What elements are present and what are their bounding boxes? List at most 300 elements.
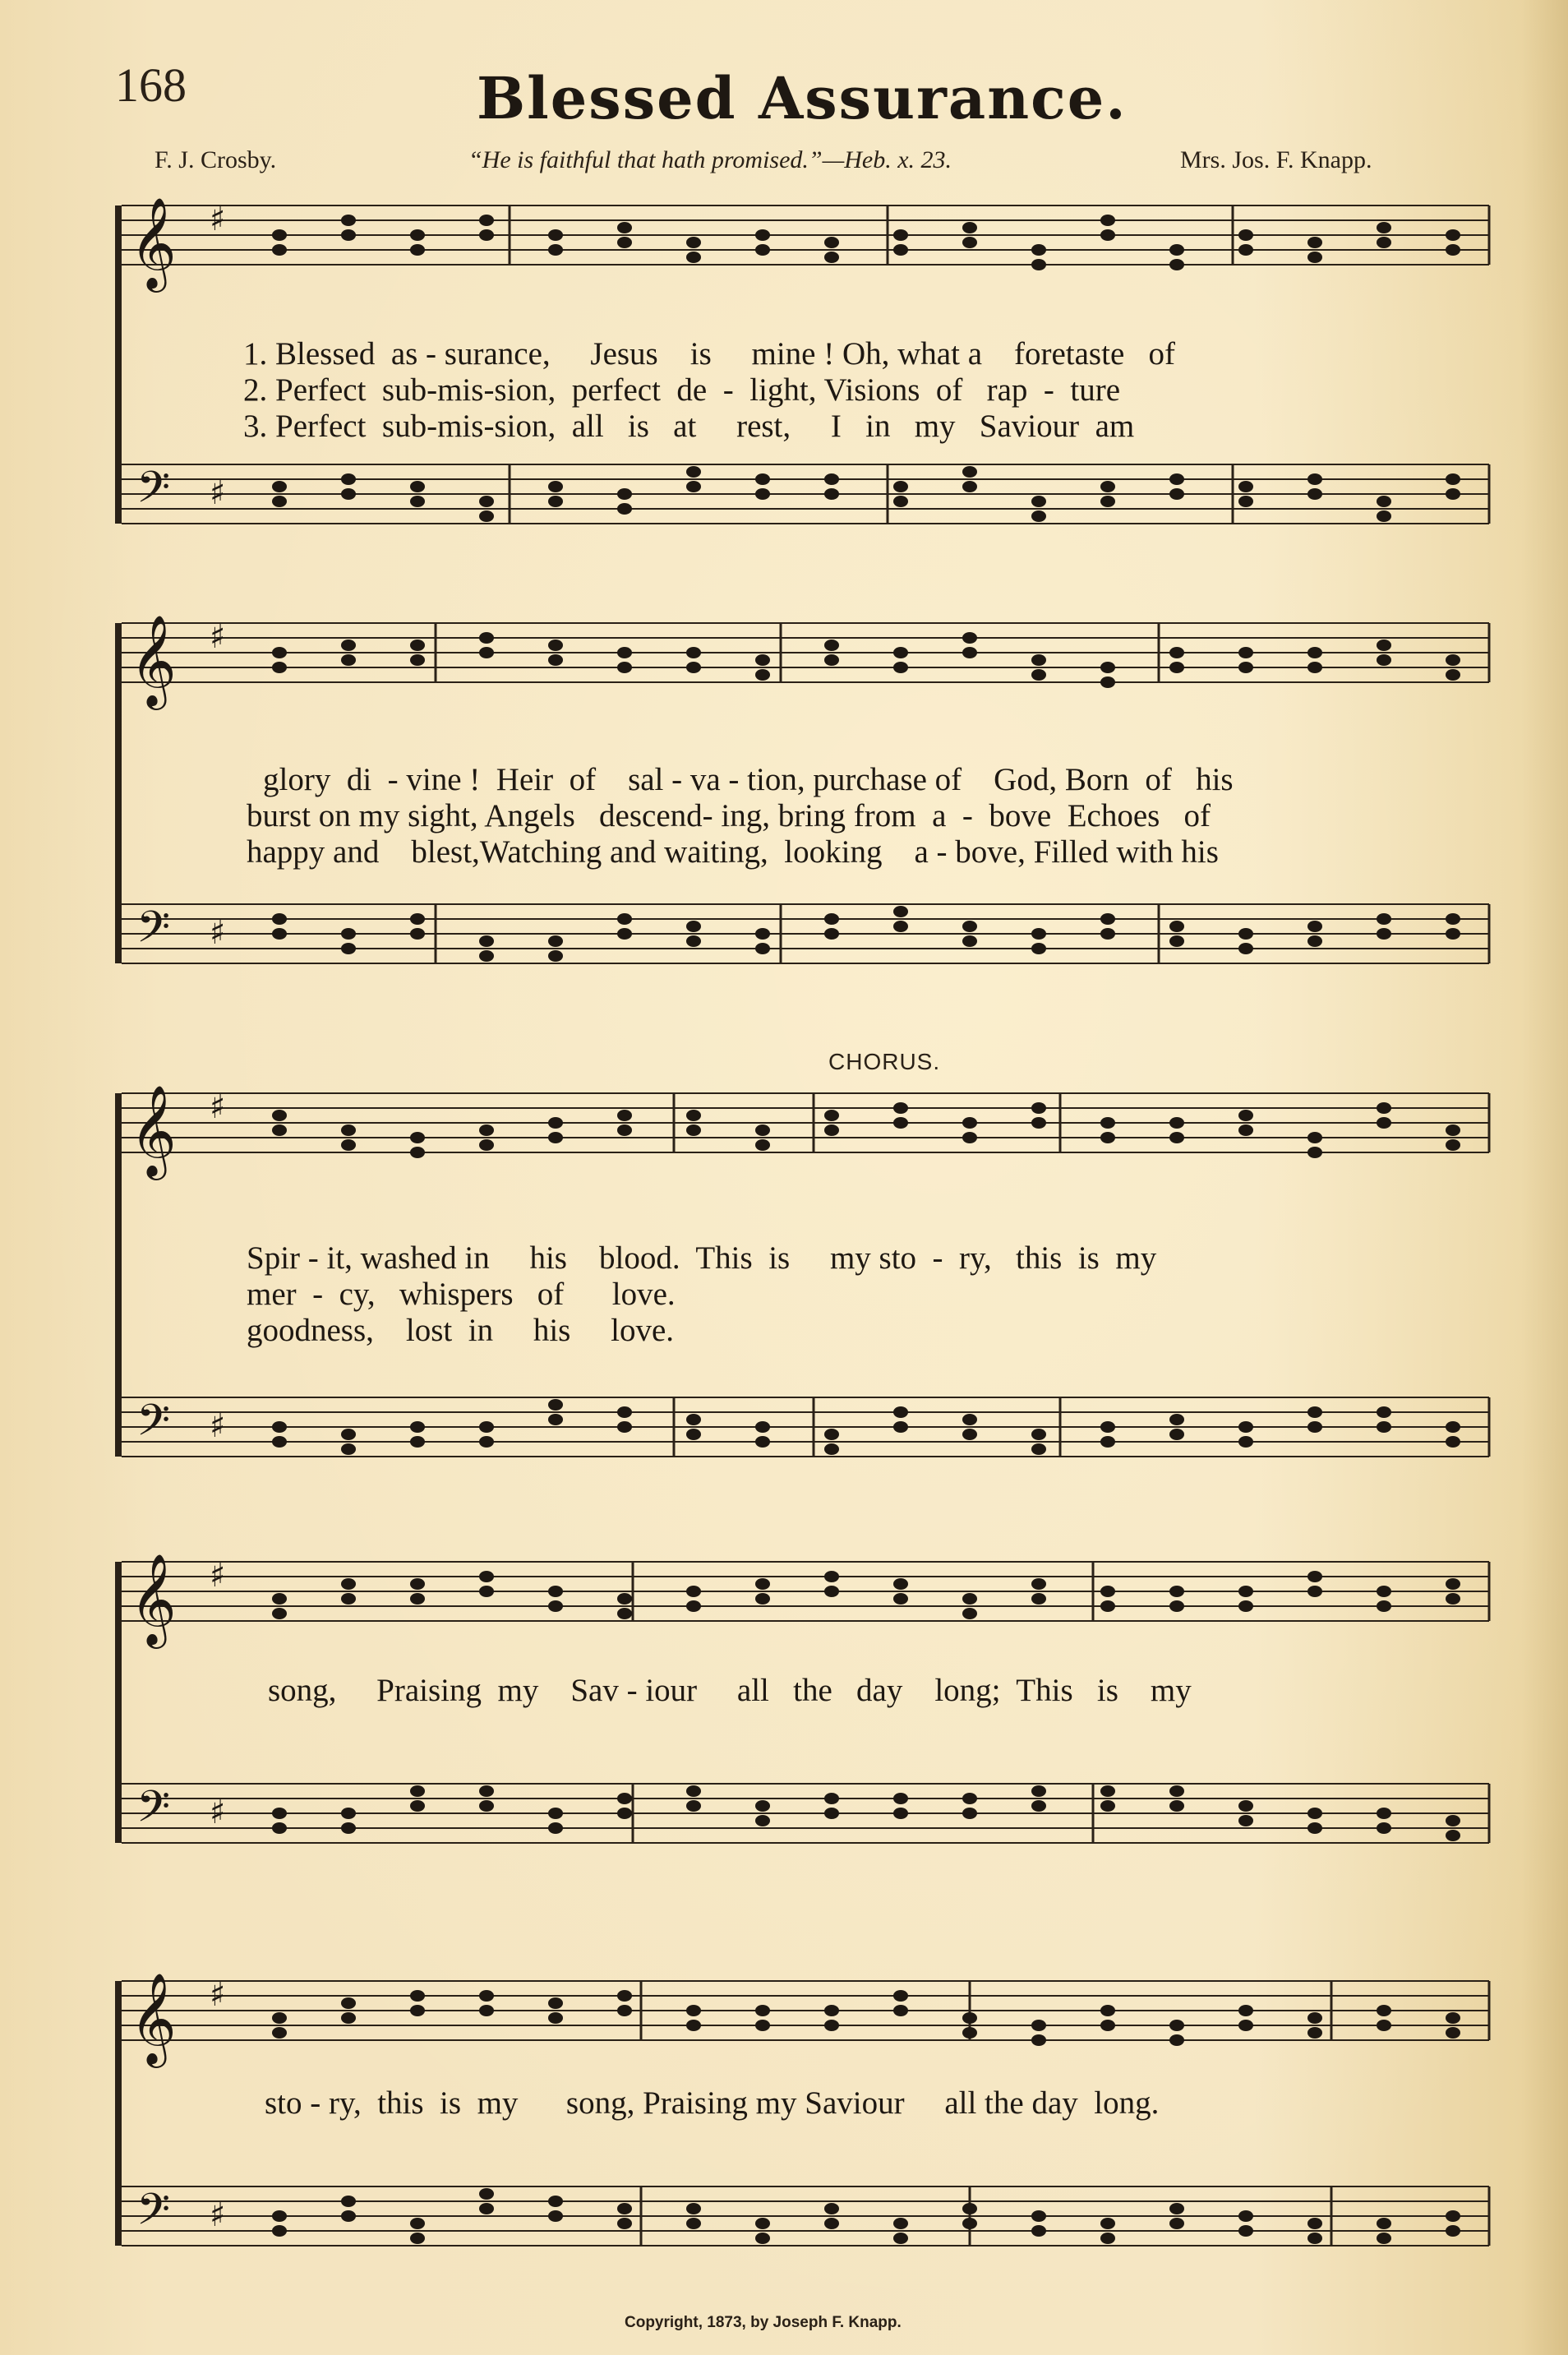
note-head [1100,1785,1115,1797]
note-head [1031,1429,1046,1440]
note-head [410,229,425,241]
note-head [893,2218,908,2229]
note-head [479,1421,494,1433]
note-head [548,640,563,651]
note-head [617,1124,632,1136]
note-head [341,1124,356,1136]
note-head [755,1578,770,1590]
note-head [479,950,494,962]
note-head [962,222,977,233]
note-head [962,237,977,248]
clef-glyph: ♯ [210,201,226,238]
note-head [824,1586,839,1597]
note-head [1377,1586,1391,1597]
note-head [1238,1600,1253,1612]
note-head [824,1571,839,1582]
note-head [1031,1800,1046,1812]
note-head [893,481,908,492]
note-head [893,1578,908,1590]
note-head [1238,943,1253,954]
note-head [962,1808,977,1819]
note-head [272,229,287,241]
lyric-line: glory di - vine ! Heir of sal - va - tion, purchase of God, Born of his [263,762,1234,797]
note-head [893,496,908,507]
note-head [962,1608,977,1619]
note-head [893,1117,908,1129]
note-head [824,1429,839,1440]
note-head [1031,1102,1046,1114]
note-head [479,2188,494,2200]
note-head [479,1785,494,1797]
note-head [1377,640,1391,651]
note-head [410,496,425,507]
clef-glyph: 𝄞 [130,1084,177,1176]
note-head [1307,935,1322,947]
note-head [1446,1124,1460,1136]
note-head [1169,259,1184,270]
note-head [686,1429,701,1440]
note-head [893,1406,908,1418]
lyric-line: sto - ry, this is my song, Praising my Saviour all the day long. [265,2085,1160,2121]
note-head [272,481,287,492]
composer-credit: Mrs. Jos. F. Knapp. [1180,146,1372,173]
note-head [755,1436,770,1448]
note-head [272,1110,287,1121]
note-head [1377,237,1391,248]
note-head [1377,2233,1391,2244]
clef-glyph: ♯ [210,2196,226,2234]
note-head [1307,1421,1322,1433]
note-head [824,1124,839,1136]
note-head [617,913,632,925]
note-head [1238,1815,1253,1826]
note-head [410,481,425,492]
note-head [1100,2218,1115,2229]
note-head [1446,488,1460,500]
note-head [479,1571,494,1582]
note-head [1446,2225,1460,2237]
note-head [410,1785,425,1797]
note-head [824,2203,839,2214]
note-head [341,229,356,241]
note-head [1238,244,1253,256]
note-head [755,1593,770,1605]
note-head [962,1117,977,1129]
note-head [1031,1593,1046,1605]
note-head [893,906,908,917]
note-head [1377,1406,1391,1418]
note-heads [272,215,1460,2244]
note-head [1377,928,1391,940]
note-head [1238,1436,1253,1448]
note-head [1031,943,1046,954]
note-head [410,640,425,651]
note-head [1446,913,1460,925]
note-head [686,2203,701,2214]
note-head [479,229,494,241]
note-head [1169,647,1184,658]
note-head [548,1399,563,1411]
note-head [1377,1421,1391,1433]
note-head [1307,2218,1322,2229]
note-head [479,1124,494,1136]
note-head [548,1600,563,1612]
note-head [548,1997,563,2009]
note-head [686,237,701,248]
note-head [272,2225,287,2237]
note-head [548,1822,563,1834]
note-head [962,2203,977,2214]
note-head [341,2196,356,2207]
note-head [548,496,563,507]
note-head [548,654,563,666]
note-head [617,2203,632,2214]
clef-glyph: 𝄞 [130,614,177,706]
note-head [617,1421,632,1433]
note-head [1446,2210,1460,2222]
note-head [686,1586,701,1597]
note-head [755,2020,770,2031]
note-head [962,466,977,478]
note-head [962,1132,977,1143]
note-head [1100,1586,1115,1597]
note-head [272,1124,287,1136]
note-head [1169,473,1184,485]
note-head [1100,2020,1115,2031]
note-head [1238,928,1253,940]
note-head [1238,1800,1253,1812]
note-head [1377,222,1391,233]
note-head [548,950,563,962]
note-head [686,466,701,478]
note-head [272,913,287,925]
note-head [686,935,701,947]
page-number: 168 [115,58,187,112]
clef-glyph: ♯ [210,474,226,512]
note-head [272,1822,287,1834]
note-head [1100,1117,1115,1129]
note-head [1031,1578,1046,1590]
note-head [548,244,563,256]
note-head [893,1990,908,2002]
lyric-line: 3. Perfect sub-mis-sion, all is at rest, I in my Saviour am [243,409,1135,444]
note-head [1031,244,1046,256]
clef-glyph: 𝄢 [136,903,171,963]
note-head [1169,1800,1184,1812]
note-head [893,647,908,658]
note-head [1307,488,1322,500]
note-head [1238,2005,1253,2016]
note-head [1031,496,1046,507]
scripture-epigraph: “He is faithful that hath promised.”—Heb. x. 23. [468,146,952,173]
note-head [1100,2233,1115,2244]
note-head [962,1414,977,1425]
note-head [1307,647,1322,658]
note-head [1169,662,1184,673]
note-head [1100,1600,1115,1612]
note-head [1100,1436,1115,1448]
note-head [341,1593,356,1605]
note-head [1031,2210,1046,2222]
note-head [410,1990,425,2002]
note-head [1238,2210,1253,2222]
note-head [341,1822,356,1834]
note-head [1307,252,1322,263]
note-head [893,662,908,673]
note-head [410,2005,425,2016]
note-head [1031,510,1046,522]
note-head [824,2005,839,2016]
note-head [479,1436,494,1448]
note-head [824,1110,839,1121]
note-head [548,229,563,241]
staff-lines [118,205,1489,2246]
note-head [410,2233,425,2244]
note-head [272,1808,287,1819]
note-head [1307,237,1322,248]
note-head [686,252,701,263]
note-head [755,1815,770,1826]
note-head [1307,2233,1322,2244]
note-head [548,2196,563,2207]
note-head [548,2210,563,2222]
note-head [755,473,770,485]
note-head [1169,2020,1184,2031]
note-head [1238,662,1253,673]
note-head [479,496,494,507]
note-head [1377,2218,1391,2229]
clef-glyph: ♯ [210,1976,226,2014]
note-head [410,1147,425,1158]
note-head [755,2218,770,2229]
note-head [410,1800,425,1812]
clef-glyph: 𝄞 [130,1972,177,2064]
clef-glyph: ♯ [210,1557,226,1595]
clef-glyph: ♯ [210,1088,226,1126]
note-head [1446,2027,1460,2039]
note-head [617,1990,632,2002]
note-head [686,647,701,658]
note-head [1238,1124,1253,1136]
note-head [1169,244,1184,256]
note-head [962,2218,977,2229]
note-head [1238,647,1253,658]
note-head [755,1800,770,1812]
note-head [686,481,701,492]
note-head [341,1808,356,1819]
note-head [893,921,908,932]
note-head [824,2020,839,2031]
note-head [1100,2005,1115,2016]
note-head [341,1578,356,1590]
note-head [410,654,425,666]
note-head [824,2218,839,2229]
note-head [1377,2020,1391,2031]
note-head [341,654,356,666]
note-head [686,2218,701,2229]
clef-glyph: ♯ [210,1407,226,1445]
note-head [617,1110,632,1121]
note-head [272,1608,287,1619]
note-head [686,921,701,932]
note-head [1238,496,1253,507]
note-head [755,244,770,256]
note-head [824,473,839,485]
note-head [1031,2020,1046,2031]
note-head [824,654,839,666]
note-head [410,913,425,925]
lyric-line: 2. Perfect sub-mis-sion, perfect de - light, Visions of rap - ture [243,372,1121,408]
note-head [1377,654,1391,666]
note-head [686,1800,701,1812]
note-head [1307,662,1322,673]
note-head [755,2005,770,2016]
note-head [824,1443,839,1455]
note-head [1031,2034,1046,2046]
note-head [341,640,356,651]
note-head [1446,1421,1460,1433]
note-head [617,662,632,673]
note-head [341,928,356,940]
note-head [1446,1830,1460,1841]
note-head [1169,1586,1184,1597]
note-head [893,1793,908,1804]
note-head [272,2012,287,2024]
note-head [1169,1132,1184,1143]
note-head [1307,1822,1322,1834]
note-head [755,654,770,666]
note-head [341,1429,356,1440]
note-head [272,1593,287,1605]
lyric-line: song, Praising my Sav - iour all the day long; This is my [268,1673,1192,1708]
clef-glyph: ♯ [210,618,226,656]
note-head [1100,481,1115,492]
note-head [1446,1436,1460,1448]
note-head [548,1117,563,1129]
note-head [479,2203,494,2214]
note-head [341,943,356,954]
note-head [1169,921,1184,932]
note-head [341,2210,356,2222]
note-head [272,1421,287,1433]
note-head [686,662,701,673]
note-head [962,935,977,947]
note-head [1100,662,1115,673]
note-head [410,1593,425,1605]
note-head [1307,1132,1322,1143]
note-head [1031,259,1046,270]
note-head [1307,473,1322,485]
note-head [341,1997,356,2009]
note-head [893,1593,908,1605]
note-head [1377,1102,1391,1114]
note-head [1446,244,1460,256]
lyric-line: Spir - it, washed in his blood. This is my sto - ry, this is my [247,1240,1157,1276]
note-head [1169,2203,1184,2214]
note-head [479,215,494,226]
clef-glyph: 𝄞 [130,1553,177,1645]
note-head [1100,1132,1115,1143]
note-head [410,1132,425,1143]
note-head [824,488,839,500]
note-head [479,1586,494,1597]
note-head [1031,2225,1046,2237]
note-head [824,928,839,940]
note-head [962,481,977,492]
note-head [1100,928,1115,940]
note-head [1446,928,1460,940]
note-head [479,935,494,947]
note-head [962,632,977,644]
note-head [1100,1421,1115,1433]
note-head [617,1808,632,1819]
note-head [1100,215,1115,226]
note-head [1031,1443,1046,1455]
note-head [1238,1421,1253,1433]
note-head [1307,2012,1322,2024]
note-head [686,1414,701,1425]
note-head [1238,1110,1253,1121]
note-head [617,1593,632,1605]
note-head [962,1593,977,1605]
note-head [341,1443,356,1455]
note-head [1169,1600,1184,1612]
chorus-label: CHORUS. [828,1049,941,1074]
note-head [548,481,563,492]
note-head [1307,2027,1322,2039]
note-head [548,2012,563,2024]
note-head [479,1139,494,1151]
note-head [410,1436,425,1448]
note-head [1169,935,1184,947]
note-head [1169,488,1184,500]
note-head [1031,1117,1046,1129]
note-head [617,503,632,515]
lyric-line: burst on my sight, Angels descend- ing, bring from a - bove Echoes of [247,798,1211,833]
note-head [962,2027,977,2039]
note-head [548,1132,563,1143]
note-head [1446,1593,1460,1605]
note-head [755,1139,770,1151]
note-head [962,647,977,658]
note-head [617,1608,632,1619]
note-head [1031,654,1046,666]
note-head [1031,1785,1046,1797]
note-head [272,2027,287,2039]
clef-glyph: 𝄞 [130,196,177,289]
note-head [1377,913,1391,925]
note-head [686,1600,701,1612]
note-head [1377,1117,1391,1129]
note-head [341,215,356,226]
note-head [893,1421,908,1433]
note-head [272,647,287,658]
hymn-title: Blessed Assurance. [477,64,1128,132]
note-head [1307,1586,1322,1597]
note-head [1100,496,1115,507]
note-head [824,1808,839,1819]
note-head [755,1124,770,1136]
note-head [1238,2020,1253,2031]
note-head [272,928,287,940]
note-head [272,244,287,256]
lyricist-credit: F. J. Crosby. [154,146,277,173]
note-head [410,1421,425,1433]
lyric-line: happy and blest,Watching and waiting, looking a - bove, Filled with his [247,834,1219,870]
note-head [824,913,839,925]
lyric-line: mer - cy, whispers of love. [247,1277,676,1312]
note-head [893,2005,908,2016]
